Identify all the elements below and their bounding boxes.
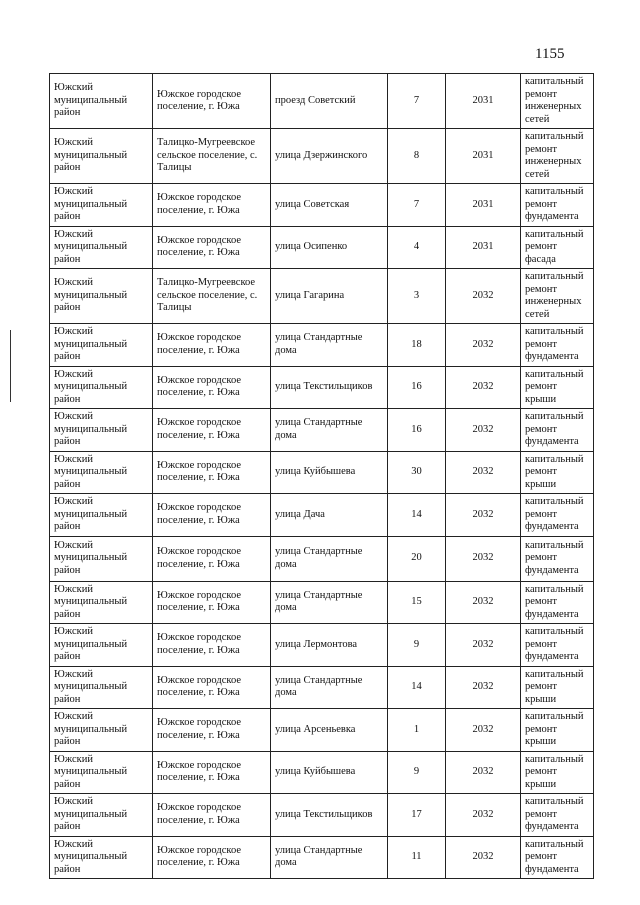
cell-street: улица Советская: [271, 184, 388, 227]
cell-work-type: капитальный ремонт крыши: [521, 366, 594, 409]
cell-house-number: 1: [388, 709, 446, 752]
table-row: [50, 751, 594, 794]
table-row: [50, 184, 594, 227]
table-row: [50, 666, 594, 709]
cell-settlement: Южское городское поселение, г. Южа: [153, 409, 271, 452]
table-row: [50, 451, 594, 494]
cell-street: проезд Советский: [271, 74, 388, 129]
cell-house-number: 9: [388, 751, 446, 794]
cell-district: Южский муниципальный район: [50, 366, 153, 409]
cell-settlement: Южское городское поселение, г. Южа: [153, 494, 271, 537]
cell-street: улица Стандартные дома: [271, 409, 388, 452]
page-number: 1155: [535, 46, 565, 62]
cell-house-number: 15: [388, 581, 446, 624]
cell-work-type: капитальный ремонт крыши: [521, 709, 594, 752]
cell-street: улица Текстильщиков: [271, 794, 388, 837]
cell-work-type: капитальный ремонт крыши: [521, 451, 594, 494]
cell-settlement: Южское городское поселение, г. Южа: [153, 74, 271, 129]
cell-settlement: Южское городское поселение, г. Южа: [153, 751, 271, 794]
cell-house-number: 30: [388, 451, 446, 494]
cell-settlement: Южское городское поселение, г. Южа: [153, 666, 271, 709]
cell-district: Южский муниципальный район: [50, 184, 153, 227]
cell-year: 2032: [446, 666, 521, 709]
cell-district: Южский муниципальный район: [50, 269, 153, 324]
cell-house-number: 14: [388, 494, 446, 537]
table-row: [50, 226, 594, 269]
cell-year: 2031: [446, 226, 521, 269]
cell-house-number: 18: [388, 324, 446, 367]
cell-district: Южский муниципальный район: [50, 794, 153, 837]
cell-house-number: 14: [388, 666, 446, 709]
cell-year: 2032: [446, 269, 521, 324]
cell-district: Южский муниципальный район: [50, 709, 153, 752]
cell-year: 2031: [446, 184, 521, 227]
cell-settlement: Южское городское поселение, г. Южа: [153, 836, 271, 879]
cell-street: улица Дача: [271, 494, 388, 537]
cell-work-type: капитальный ремонт фундамента: [521, 494, 594, 537]
table-body: [50, 74, 594, 879]
cell-work-type: капитальный ремонт фундамента: [521, 536, 594, 581]
cell-year: 2032: [446, 794, 521, 837]
table-row: [50, 74, 594, 129]
table-row: [50, 324, 594, 367]
cell-street: улица Стандартные дома: [271, 666, 388, 709]
cell-year: 2032: [446, 409, 521, 452]
cell-work-type: капитальный ремонт фундамента: [521, 794, 594, 837]
cell-settlement: Южское городское поселение, г. Южа: [153, 366, 271, 409]
cell-year: 2032: [446, 451, 521, 494]
cell-year: 2032: [446, 366, 521, 409]
cell-settlement: Южское городское поселение, г. Южа: [153, 184, 271, 227]
cell-year: 2032: [446, 324, 521, 367]
cell-house-number: 11: [388, 836, 446, 879]
cell-settlement: Южское городское поселение, г. Южа: [153, 794, 271, 837]
cell-district: Южский муниципальный район: [50, 581, 153, 624]
cell-house-number: 16: [388, 409, 446, 452]
cell-district: Южский муниципальный район: [50, 494, 153, 537]
cell-settlement: Талицко-Мугреевское сельское поселение, с. Талицы: [153, 129, 271, 184]
cell-settlement: Южское городское поселение, г. Южа: [153, 226, 271, 269]
table-row: [50, 494, 594, 537]
cell-district: Южский муниципальный район: [50, 324, 153, 367]
cell-settlement: Южское городское поселение, г. Южа: [153, 581, 271, 624]
table-row: [50, 836, 594, 879]
cell-street: улица Дзержинского: [271, 129, 388, 184]
cell-year: 2032: [446, 581, 521, 624]
cell-district: Южский муниципальный район: [50, 451, 153, 494]
table-row: [50, 409, 594, 452]
cell-work-type: капитальный ремонт фасада: [521, 226, 594, 269]
cell-year: 2032: [446, 751, 521, 794]
cell-street: улица Стандартные дома: [271, 836, 388, 879]
cell-house-number: 17: [388, 794, 446, 837]
cell-work-type: капитальный ремонт фундамента: [521, 581, 594, 624]
cell-street: улица Стандартные дома: [271, 324, 388, 367]
table-row: [50, 709, 594, 752]
cell-house-number: 7: [388, 184, 446, 227]
cell-work-type: капитальный ремонт инженерных сетей: [521, 129, 594, 184]
cell-settlement: Южское городское поселение, г. Южа: [153, 624, 271, 667]
cell-year: 2031: [446, 129, 521, 184]
cell-street: улица Текстильщиков: [271, 366, 388, 409]
cell-house-number: 20: [388, 536, 446, 581]
cell-street: улица Стандартные дома: [271, 581, 388, 624]
cell-house-number: 8: [388, 129, 446, 184]
cell-settlement: Талицко-Мугреевское сельское поселение, с. Талицы: [153, 269, 271, 324]
cell-district: Южский муниципальный район: [50, 536, 153, 581]
table-row: [50, 624, 594, 667]
cell-work-type: капитальный ремонт фундамента: [521, 836, 594, 879]
cell-work-type: капитальный ремонт инженерных сетей: [521, 269, 594, 324]
cell-work-type: капитальный ремонт фундамента: [521, 409, 594, 452]
cell-district: Южский муниципальный район: [50, 836, 153, 879]
cell-settlement: Южское городское поселение, г. Южа: [153, 324, 271, 367]
cell-work-type: капитальный ремонт фундамента: [521, 624, 594, 667]
table-row: [50, 269, 594, 324]
cell-year: 2032: [446, 494, 521, 537]
cell-year: 2032: [446, 709, 521, 752]
margin-line: [10, 330, 11, 402]
cell-district: Южский муниципальный район: [50, 751, 153, 794]
cell-work-type: капитальный ремонт инженерных сетей: [521, 74, 594, 129]
cell-work-type: капитальный ремонт фундамента: [521, 324, 594, 367]
table-row: [50, 536, 594, 581]
cell-district: Южский муниципальный район: [50, 409, 153, 452]
cell-year: 2031: [446, 74, 521, 129]
cell-settlement: Южское городское поселение, г. Южа: [153, 709, 271, 752]
cell-district: Южский муниципальный район: [50, 129, 153, 184]
cell-house-number: 9: [388, 624, 446, 667]
cell-work-type: капитальный ремонт крыши: [521, 751, 594, 794]
cell-street: улица Арсеньевка: [271, 709, 388, 752]
cell-district: Южский муниципальный район: [50, 624, 153, 667]
cell-street: улица Стандартные дома: [271, 536, 388, 581]
cell-work-type: капитальный ремонт крыши: [521, 666, 594, 709]
cell-house-number: 16: [388, 366, 446, 409]
cell-house-number: 3: [388, 269, 446, 324]
cell-street: улица Куйбышева: [271, 451, 388, 494]
cell-district: Южский муниципальный район: [50, 226, 153, 269]
cell-district: Южский муниципальный район: [50, 666, 153, 709]
cell-settlement: Южское городское поселение, г. Южа: [153, 536, 271, 581]
cell-year: 2032: [446, 836, 521, 879]
cell-year: 2032: [446, 624, 521, 667]
cell-street: улица Осипенко: [271, 226, 388, 269]
cell-house-number: 4: [388, 226, 446, 269]
cell-street: улица Куйбышева: [271, 751, 388, 794]
cell-district: Южский муниципальный район: [50, 74, 153, 129]
table-row: [50, 366, 594, 409]
repair-schedule-table: [49, 73, 594, 879]
cell-work-type: капитальный ремонт фундамента: [521, 184, 594, 227]
cell-street: улица Лермонтова: [271, 624, 388, 667]
cell-house-number: 7: [388, 74, 446, 129]
table-row: [50, 581, 594, 624]
table-row: [50, 794, 594, 837]
cell-settlement: Южское городское поселение, г. Южа: [153, 451, 271, 494]
cell-street: улица Гагарина: [271, 269, 388, 324]
cell-year: 2032: [446, 536, 521, 581]
table-row: [50, 129, 594, 184]
